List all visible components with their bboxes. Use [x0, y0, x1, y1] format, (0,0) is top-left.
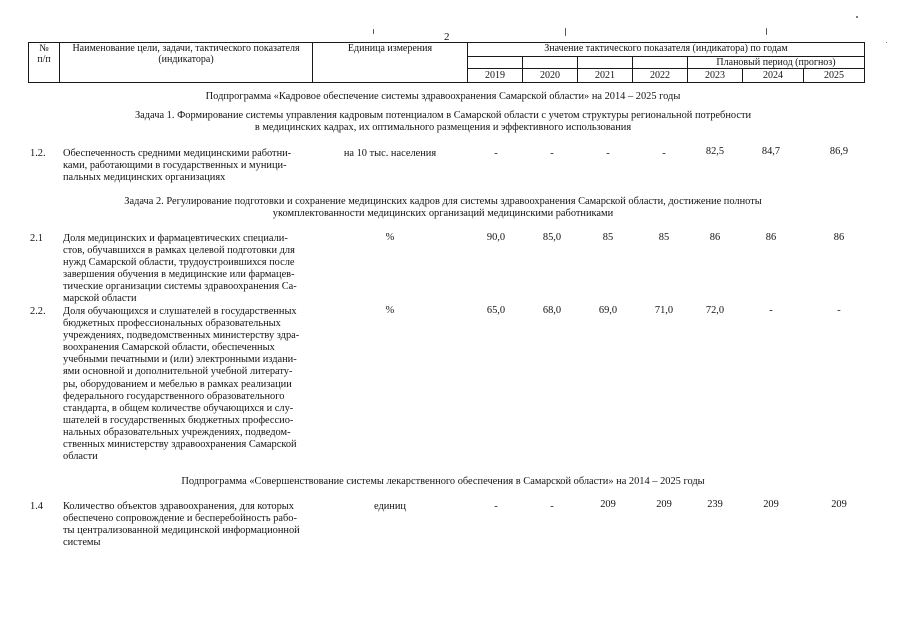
row-2-1-val-2023: 86	[709, 232, 721, 243]
row-2-1-name: Доля медицинских и фармацевтических специали- стов, обучавшихся в рамках целевой подготовки для нужд Самарской области, трудоустроившихся после завершения обучения в медицинские или фармацев- тические организации системы здравоохранения Са- марской области	[63, 233, 297, 305]
row-1-2-val-2019: -	[494, 148, 498, 159]
row-1-4-val-2024: 209	[763, 499, 779, 510]
year-2020: 2020	[523, 69, 578, 83]
row-2-1-val-2019: 90,0	[486, 232, 506, 243]
subprogram-1-title: Подпрограмма «Кадровое обеспечение системы здравоохранения Самарской области» на 2014 – 2025 годы	[205, 91, 681, 102]
year-2019: 2019	[468, 69, 523, 83]
task-2-title: Задача 2. Регулирование подготовки и сохранение медицинских кадров для системы здравоохранения Самарской области, достижение полноты укомплектованности медицинских организаций медицинскими работниками	[124, 196, 762, 219]
row-2-2-num: 2.2.	[30, 306, 46, 317]
row-2-1-unit: %	[385, 232, 395, 243]
year-2022: 2022	[633, 69, 688, 83]
scan-speck	[886, 42, 887, 43]
row-1-2-unit: на 10 тыс. населения	[343, 148, 437, 159]
row-1-4-val-2021: 209	[600, 499, 616, 510]
col-num-header: № п/п	[29, 43, 60, 83]
col-name-header: Наименование цели, задачи, тактического показателя (индикатора)	[60, 43, 313, 83]
row-2-1-val-2025: 86	[833, 232, 845, 243]
row-2-1-val-2020: 85,0	[542, 232, 562, 243]
header-table	[28, 42, 865, 83]
row-2-2-val-2023: 72,0	[705, 305, 725, 316]
row-2-2-val-2024: -	[769, 305, 773, 316]
row-1-4-num: 1.4	[30, 501, 43, 512]
row-2-2-unit: %	[385, 305, 395, 316]
row-1-2-val-2025: 86,9	[829, 146, 849, 157]
row-2-1-val-2021: 85	[602, 232, 614, 243]
row-1-4-val-2019: -	[494, 501, 498, 512]
year-2023: 2023	[688, 69, 743, 83]
planned-period: Плановый период (прогноз)	[688, 57, 865, 69]
year-2025: 2025	[804, 69, 865, 83]
row-1-2-val-2023: 82,5	[705, 146, 725, 157]
row-2-1-num: 2.1	[30, 233, 43, 244]
row-1-4-val-2025: 209	[831, 499, 847, 510]
row-2-2-val-2020: 68,0	[542, 305, 562, 316]
row-1-4-val-2020: -	[550, 501, 554, 512]
row-2-2-val-2022: 71,0	[654, 305, 674, 316]
row-1-2-num: 1.2.	[30, 148, 46, 159]
row-2-2-val-2025: -	[837, 305, 841, 316]
row-2-1-val-2024: 86	[765, 232, 777, 243]
row-1-4-name: Количество объектов здравоохранения, для которых обеспечено сопровождение и бесперебойность рабо- ты централизованной медицинской информационной системы	[63, 501, 300, 549]
row-1-2-val-2020: -	[550, 148, 554, 159]
scan-speck	[565, 28, 566, 36]
row-1-4-val-2022: 209	[656, 499, 672, 510]
row-1-2-val-2021: -	[606, 148, 610, 159]
year-2024: 2024	[743, 69, 804, 83]
col-unit-header: Единица измерения	[313, 43, 468, 83]
year-2021: 2021	[578, 69, 633, 83]
subprogram-2-title: Подпрограмма «Совершенствование системы лекарственного обеспечения в Самарской области» на 2014 – 2025 годы	[181, 476, 705, 487]
row-2-2-val-2019: 65,0	[486, 305, 506, 316]
row-2-2-val-2021: 69,0	[598, 305, 618, 316]
scan-speck	[766, 28, 767, 35]
row-1-2-val-2022: -	[662, 148, 666, 159]
scan-speck	[856, 16, 858, 18]
row-1-4-unit: единиц	[373, 501, 406, 512]
row-1-4-val-2023: 239	[707, 499, 723, 510]
row-1-2-val-2024: 84,7	[761, 146, 781, 157]
col-values-title: Значение тактического показателя (индикатора) по годам	[468, 43, 865, 57]
scan-speck	[373, 29, 374, 34]
task-1-title: Задача 1. Формирование системы управления кадровым потенциалом в Самарской области с учетом структуры региональной потребности в медицинских кадрах, их оптимального размещения и эффективного использования	[134, 110, 752, 133]
page-number: 2	[444, 31, 450, 43]
row-2-2-name: Доля обучающихся и слушателей в государственных бюджетных профессиональных образовательных учреждениях, подведомственных министерству здра- воохранения Самарской области, обеспеченных учебными печатными и (или) электронными издани- ями основной и дополнительной учебной литерату- ры, оборудованием и мебелью в рамках реализации федерального государственного образовательного стандарта, в общем количестве обучающихся и слу- шателей в государственных бюджетных профессио- нальных образовательных учреждениях, подведом- ственных министерству здравоохранения Самарской области	[63, 306, 300, 463]
row-1-2-name: Обеспеченность средними медицинскими работни- ками, работающими в государственных и муници- пальных медицинских организациях	[63, 148, 292, 184]
row-2-1-val-2022: 85	[658, 232, 670, 243]
